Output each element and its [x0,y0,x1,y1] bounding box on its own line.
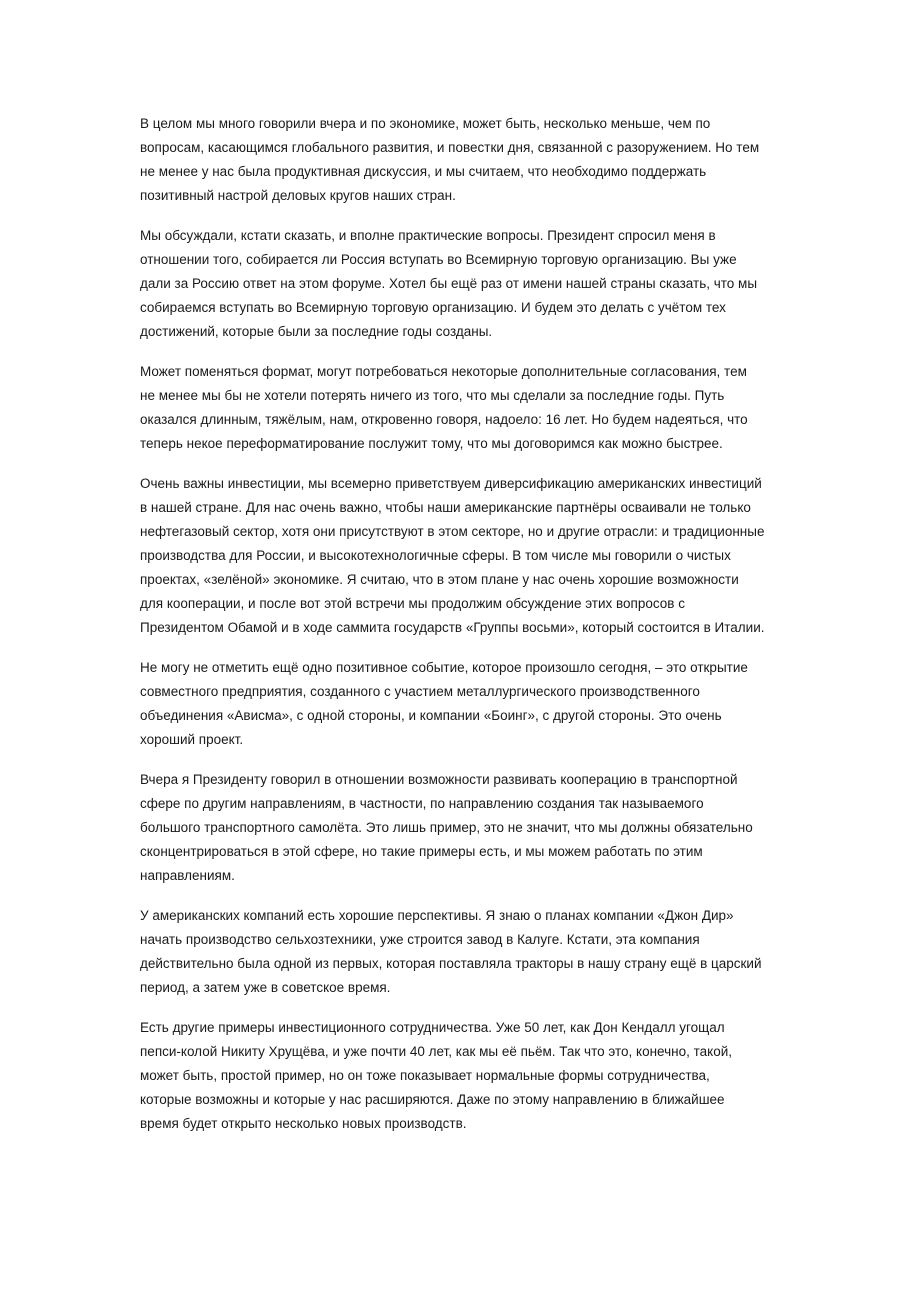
paragraph-6: Вчера я Президенту говорил в отношении возможности развивать кооперацию в транспортной сфере по другим направлениям, в частности, по направлению создания так называемого большого транспортного самолёта. Это лишь пример, это не значит, что мы должны обязательно сконцентрироваться в этой сфере, но такие примеры есть, и мы можем работать по этим направлениям. [140,772,753,883]
document-body [140,112,765,1152]
paragraph-3: Может поменяться формат, могут потребоваться некоторые дополнительные согласования, тем не менее мы бы не хотели потерять ничего из того, что мы сделали за последние годы. Путь оказался длинным, тяжёлым, нам, откровенно говоря, надоело: 16 лет. Но будем надеяться, что теперь некое переформатирование послужит тому, что мы договоримся как можно быстрее. [140,364,748,451]
paragraph-8: Есть другие примеры инвестиционного сотрудничества. Уже 50 лет, как Дон Кендалл угощал пепси-колой Никиту Хрущёва, и уже почти 40 лет, как мы её пьём. Так что это, конечно, такой, может быть, простой пример, но он тоже показывает нормальные формы сотрудничества, которые возможны и которые у нас расширяются. Даже по этому направлению в ближайшее время будет открыто несколько новых производств. [140,1020,732,1131]
paragraph-5: Не могу не отметить ещё одно позитивное событие, которое произошло сегодня, – это открытие совместного предприятия, созданного с участием металлургического производственного объединения «Ависма», с одной стороны, и компании «Боинг», с другой стороны. Это очень хороший проект. [140,660,748,747]
paragraph-7: У американских компаний есть хорошие перспективы. Я знаю о планах компании «Джон Дир» начать производство сельхозтехники, уже строится завод в Калуге. Кстати, эта компания действительно была одной из первых, которая поставляла тракторы в нашу страну ещё в царский период, а затем уже в советское время. [140,908,762,995]
paragraph-1: В целом мы много говорили вчера и по экономике, может быть, несколько меньше, чем по вопросам, касающимся глобального развития, и повестки дня, связанной с разоружением. Но тем не менее у нас была продуктивная дискуссия, и мы считаем, что необходимо поддержать позитивный настрой деловых кругов наших стран. [140,116,760,203]
paragraph-2: Мы обсуждали, кстати сказать, и вполне практические вопросы. Президент спросил меня в отношении того, собирается ли Россия вступать во Всемирную торговую организацию. Вы уже дали за Россию ответ на этом форуме. Хотел бы ещё раз от имени нашей страны сказать, что мы собираемся вступать во Всемирную торговую организацию. И будем это делать с учётом тех достижений, которые были за последние годы созданы. [140,228,758,339]
paragraph-4: Очень важны инвестиции, мы всемерно приветствуем диверсификацию американских инвестиций в нашей стране. Для нас очень важно, чтобы наши американские партнёры осваивали не только нефтегазовый сектор, хотя они присутствуют в этом секторе, но и другие отрасли: и традиционные производства для России, и высокотехнологичные сферы. В том числе мы говорили о чистых проектах, «зелёной» экономике. Я считаю, что в этом плане у нас очень хорошие возможности для кооперации, и после вот этой встречи мы продолжим обсуждение этих вопросов с Президентом Обамой и в ходе саммита государств «Группы восьми», который состоится в Италии. [140,476,765,635]
